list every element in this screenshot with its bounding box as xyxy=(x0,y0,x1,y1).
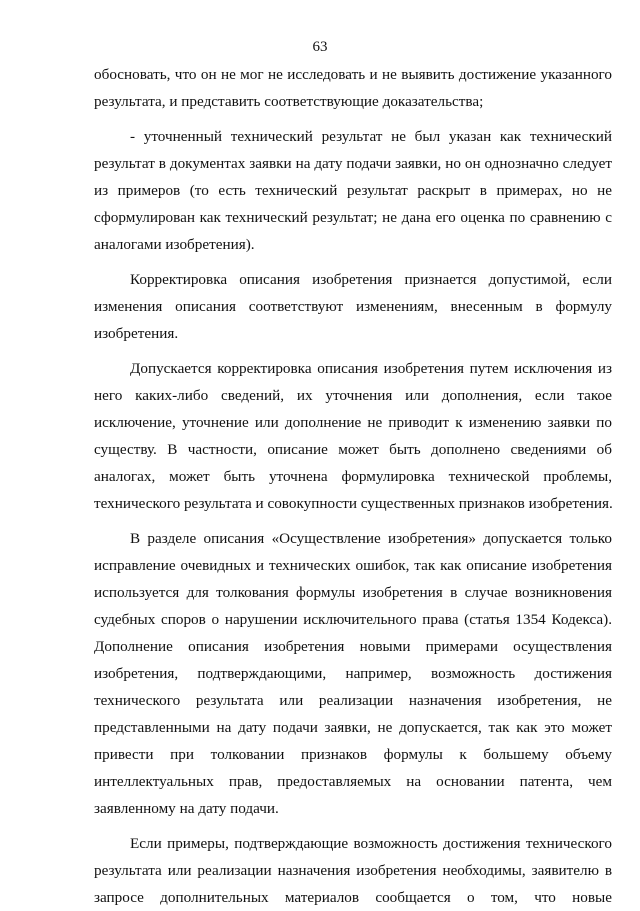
text-line: него каких-либо сведений, их уточнения или дополнения, если такое xyxy=(94,387,612,404)
paragraph-p6 xyxy=(94,830,612,911)
text-line: изменения описания соответствуют изменениям, внесенным в формулу xyxy=(94,298,612,315)
text-line: интеллектуальных прав, предоставляемых на основании патента, чем xyxy=(94,773,612,790)
text-line: изобретения. xyxy=(94,325,179,342)
text-line: судебных споров о нарушении исключительного права (статья 1354 Кодекса). xyxy=(94,611,612,628)
text-line: результат в документах заявки на дату подачи заявки, но он однозначно следует xyxy=(94,155,612,172)
text-line: - уточненный технический результат не был указан как технический xyxy=(130,128,612,145)
text-line: В разделе описания «Осуществление изобретения» допускается только xyxy=(130,530,612,547)
text-line: аналогах, может быть уточнена формулировка технической проблемы, xyxy=(94,468,612,485)
text-line: технического результата и совокупности существенных признаков изобретения. xyxy=(94,495,613,512)
paragraph-gap xyxy=(94,822,612,830)
paragraph-gap xyxy=(94,517,612,525)
text-line: представленными на дату подачи заявки, не допускается, так как это может xyxy=(94,719,612,736)
paragraph-p2 xyxy=(94,123,612,258)
paragraph-p4 xyxy=(94,355,612,517)
paragraph-p1 xyxy=(94,61,612,115)
paragraph-p5 xyxy=(94,525,612,822)
text-line: результата, и представить соответствующие доказательства; xyxy=(94,93,484,110)
text-line: аналогами изобретения). xyxy=(94,236,255,253)
paragraph-p3 xyxy=(94,266,612,347)
text-line: заявленному на дату подачи. xyxy=(94,800,279,817)
text-line: существу. В частности, описание может быть дополнено сведениями об xyxy=(94,441,612,458)
text-line: привести при толковании признаков формулы к большему объему xyxy=(94,746,612,763)
text-line: Дополнение описания изобретения новыми примерами осуществления xyxy=(94,638,612,655)
text-line: исключение, уточнение или дополнение не приводит к изменению заявки по xyxy=(94,414,612,431)
text-line: обосновать, что он не мог не исследовать и не выявить достижение указанного xyxy=(94,66,612,83)
paragraph-gap xyxy=(94,258,612,266)
text-line: изобретения, подтверждающими, например, возможность достижения xyxy=(94,665,612,682)
text-line: из примеров (то есть технический результат раскрыт в примерах, но не xyxy=(94,182,612,199)
text-line: Если примеры, подтверждающие возможность достижения технического xyxy=(130,835,612,852)
text-line: исправление очевидных и технических ошибок, так как описание изобретения xyxy=(94,557,612,574)
text-line: используется для толкования формулы изобретения в случае возникновения xyxy=(94,584,612,601)
paragraph-gap xyxy=(94,115,612,123)
text-line: Корректировка описания изобретения признается допустимой, если xyxy=(130,271,612,288)
text-line: Допускается корректировка описания изобретения путем исключения из xyxy=(130,360,612,377)
text-line: технического результата или реализации назначения изобретения, не xyxy=(94,692,612,709)
paragraph-gap xyxy=(94,347,612,355)
body-text xyxy=(94,61,612,911)
text-line: сформулирован как технический результат; не дана его оценка по сравнению с xyxy=(94,209,612,226)
text-line: запросе дополнительных материалов сообщается о том, что новые xyxy=(94,889,612,906)
page-number: 63 xyxy=(312,39,328,55)
text-line: результата или реализации назначения изобретения необходимы, заявителю в xyxy=(94,862,612,879)
